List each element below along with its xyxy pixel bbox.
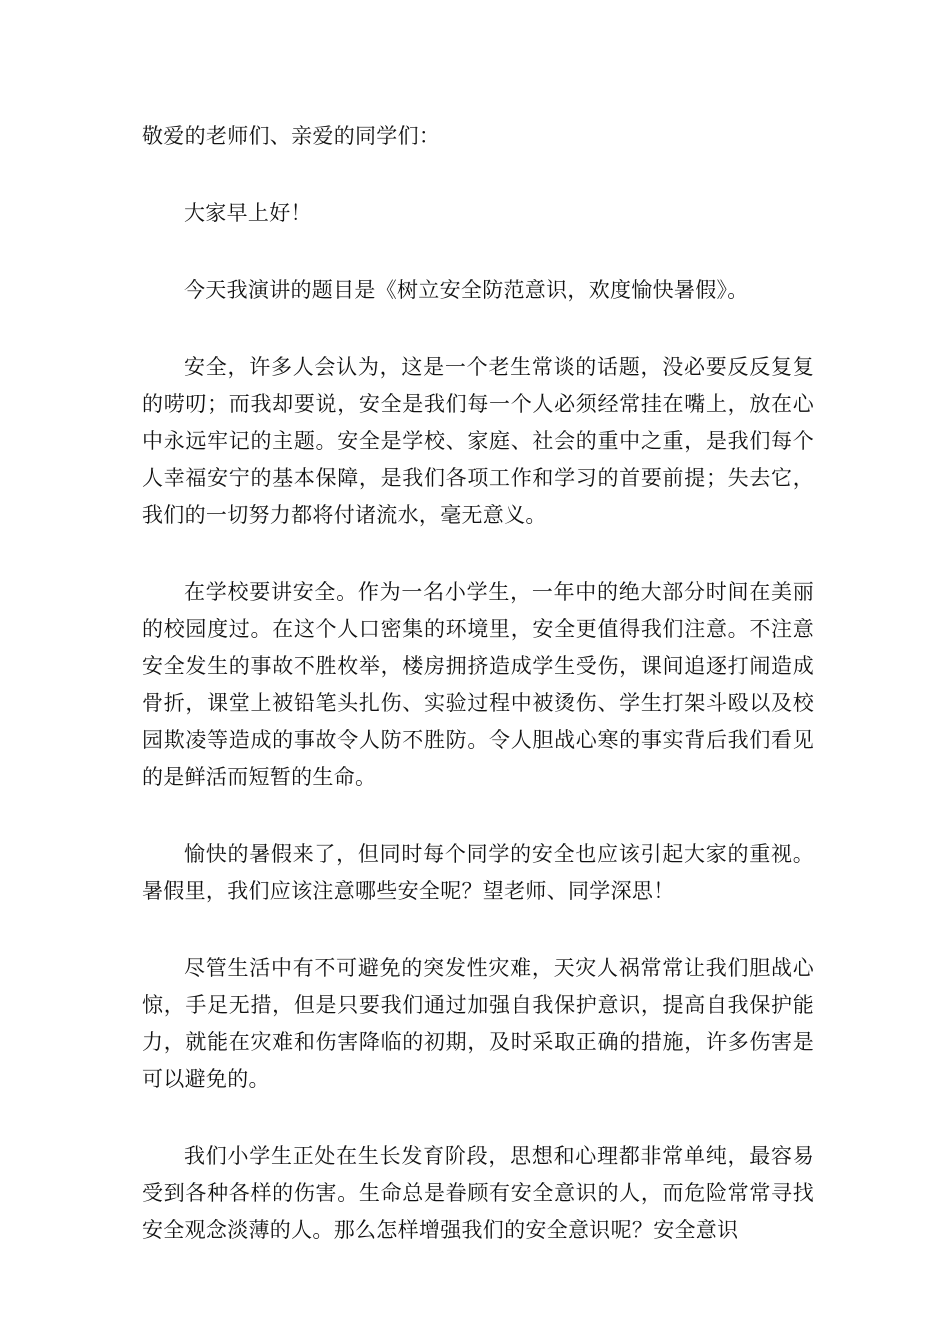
paragraph-self-protection: 尽管生活中有不可避免的突发性灾难，天灾人祸常常让我们胆战心惊，手足无措，但是只要我们通过加强自我保护意识，提高自我保护能力，就能在灾难和伤害降临的初期，及时采取正确的措施，许多伤害是可以避免的。	[142, 956, 814, 1091]
paragraph-summer-vacation: 愉快的暑假来了，但同时每个同学的安全也应该引起大家的重视。暑假里，我们应该注意哪些安全呢？望老师、同学深思！	[142, 842, 814, 903]
document-body	[142, 118, 814, 1289]
paragraph-safety-importance: 安全，许多人会认为，这是一个老生常谈的话题，没必要反反复复的唠叨；而我却要说，安全是我们每一个人必须经常挂在嘴上，放在心中永远牢记的主题。安全是学校、家庭、社会的重中之重，是我们每个人幸福安宁的基本保障，是我们各项工作和学习的首要前提；失去它，我们的一切努力都将付诸流水，毫无意义。	[142, 355, 814, 527]
paragraph-safety-awareness: 我们小学生正处在生长发育阶段，思想和心理都非常单纯，最容易受到各种各样的伤害。生命总是眷顾有安全意识的人，而危险常常寻找安全观念淡薄的人。那么怎样增强我们的安全意识呢？安全意识	[142, 1144, 814, 1242]
paragraph-topic: 今天我演讲的题目是《树立安全防范意识，欢度愉快暑假》。	[184, 278, 749, 302]
paragraph-greeting: 大家早上好！	[184, 201, 312, 225]
paragraph-school-safety: 在学校要讲安全。作为一名小学生，一年中的绝大部分时间在美丽的校园度过。在这个人口密集的环境里，安全更值得我们注意。不注意安全发生的事故不胜枚举，楼房拥挤造成学生受伤，课间追逐打闹造成骨折，课堂上被铅笔头扎伤、实验过程中被烫伤、学生打架斗殴以及校园欺凌等造成的事故令人防不胜防。令人胆战心寒的事实背后我们看见的是鲜活而短暂的生命。	[142, 580, 814, 789]
salutation: 敬爱的老师们、亲爱的同学们：	[142, 124, 441, 148]
